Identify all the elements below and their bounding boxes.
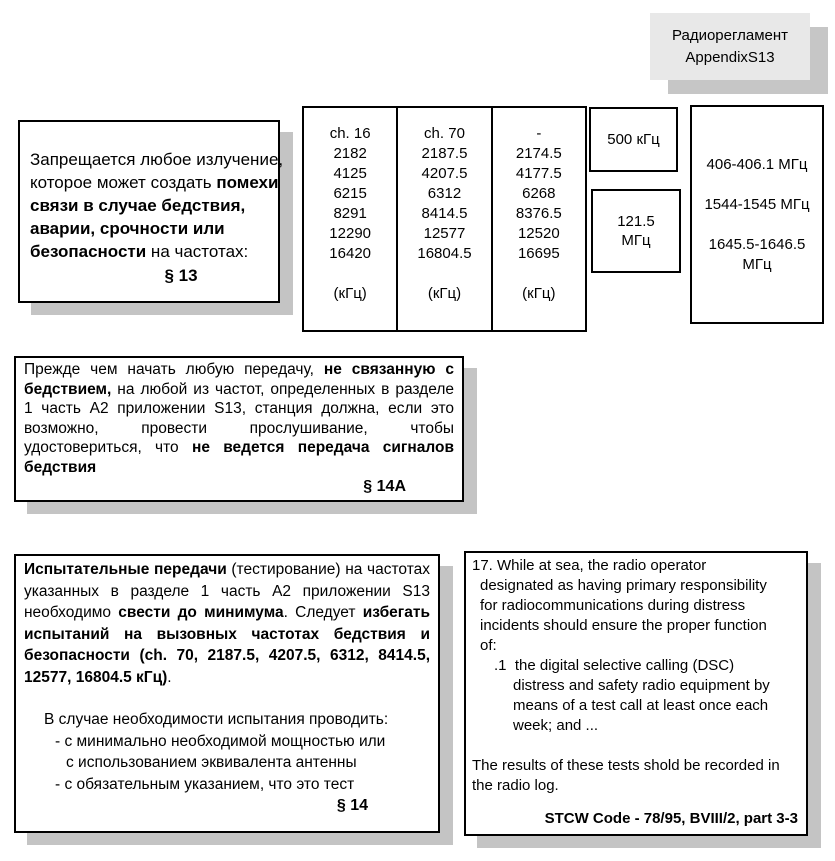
freq-500khz-label: 500 кГц — [607, 131, 660, 148]
stcw-item-1: .1 the digital selective calling (DSC) distress and safety radio equipment by means of a test call at least once each week; and ... — [494, 657, 770, 734]
distress-frequency-table — [302, 106, 587, 332]
test-transmission-box — [14, 554, 440, 833]
freq-column-other: - 2174.5 4177.5 6268 8376.5 12520 16695 (кГц) — [491, 108, 585, 330]
freq-500khz-box — [589, 107, 678, 172]
epirb-frequencies-box: 406-406.1 МГц 1544-1545 МГц 1645.5-1646.5 МГц — [690, 105, 824, 324]
test-rule-text: Испытательные передачи (тестирование) на частотах указанных в разделе 1 часть А2 приложении S13 необходимо свести до минимума. Следует избегать испытаний на вызовных частотах бедствия и безопасности (ch. 70, 2187.5, 4207.5, 6312, 8414.5, 12577, 16804.5 кГц). — [24, 561, 431, 686]
regulation-title-line1: Радиорегламент — [671, 26, 789, 44]
stcw-paragraph: 17. While at sea, the radio operator designated as having primary responsibility for radiocommunications during distress incidents should ensure the proper function of: — [472, 557, 767, 654]
freq-column-ch16: ch. 16 2182 4125 6215 8291 12290 16420 (кГц) — [329, 125, 372, 302]
test-conditions-list: В случае необходимости испытания проводить: - с минимально необходимой мощностью или с использованием эквивалента антенны - с обязательным указанием, что это тест — [44, 711, 389, 793]
stcw-box — [464, 551, 808, 836]
section-14a-ref: § 14А — [363, 478, 406, 495]
freq-column-ch70: ch. 70 2187.5 4207.5 6312 8414.5 12577 16804.5 (кГц) — [396, 108, 490, 330]
prohibition-box — [18, 120, 284, 303]
stcw-code-ref: STCW Code - 78/95, BVIII/2, part 3-3 — [544, 810, 798, 827]
regulation-title-line2: AppendixS13 — [685, 48, 775, 66]
listening-rule-text: Прежде чем начать любую передачу, не связанную с бедствием, на любой из частот, определенных в разделе 1 часть А2 приложении S13, станция должна, если это возможно, провести прослушивание, чтобы удостовериться, что не ведется передача сигналов бедствия — [24, 361, 454, 476]
prohibition-text: Запрещается любое излучение, которое может создать помехи связи в случае бедствия, аварии, срочности или безопасности на частотах: — [30, 150, 284, 261]
freq-121mhz-box: 121.5 МГц — [591, 189, 681, 273]
listening-rule-box — [14, 356, 464, 502]
section-14-ref: § 14 — [336, 797, 368, 814]
stcw-results-text: The results of these tests shold be recorded in the radio log. — [472, 757, 780, 794]
section-13-ref: § 13 — [164, 266, 198, 285]
regulation-title-box — [650, 13, 810, 80]
